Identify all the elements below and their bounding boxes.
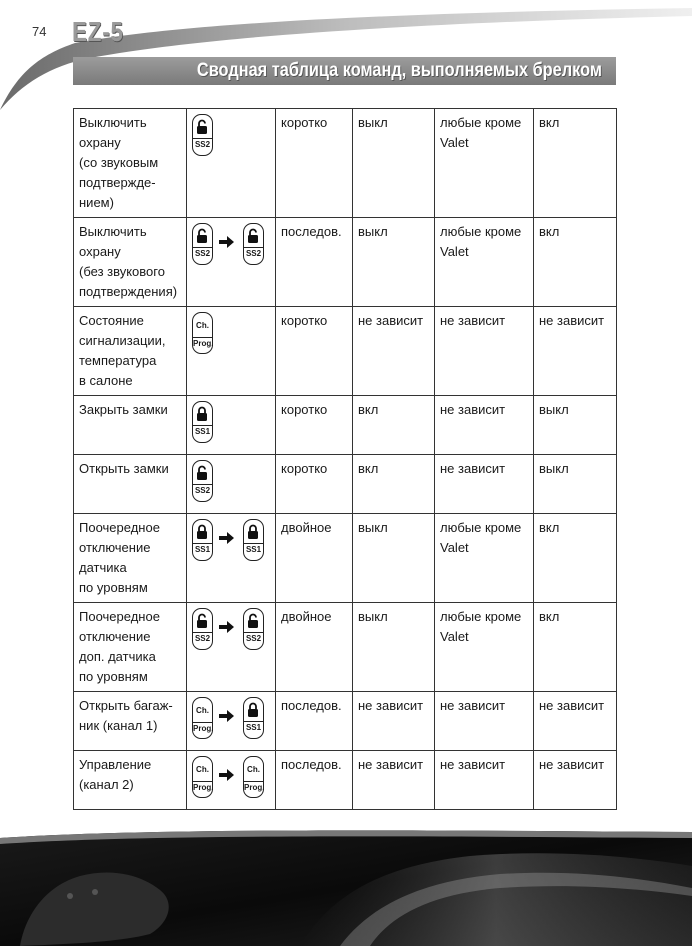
padlock-closed-icon xyxy=(247,524,259,540)
result-state-text: не зависит xyxy=(539,698,605,713)
security-state-cell xyxy=(353,603,435,692)
key-ss2 xyxy=(192,114,213,156)
key-sequence xyxy=(191,458,271,502)
key-icons-cell xyxy=(187,455,276,514)
title-bar xyxy=(73,57,616,85)
press-type-text: коротко xyxy=(281,115,328,130)
key-ch-prog xyxy=(192,312,213,354)
key-ss1 xyxy=(243,519,264,561)
mode-condition-text: не зависит xyxy=(440,698,506,713)
security-state-cell xyxy=(353,396,435,455)
key-ss2 xyxy=(243,608,264,650)
command-name-text: Открыть багаж- ник (канал 1) xyxy=(79,698,173,733)
key-icons-cell xyxy=(187,396,276,455)
security-state-text: не зависит xyxy=(358,698,424,713)
command-name-cell xyxy=(74,455,187,514)
command-name-cell xyxy=(74,109,187,218)
command-name-cell xyxy=(74,218,187,307)
result-state-text: не зависит xyxy=(539,313,605,328)
key-sequence xyxy=(191,399,271,443)
press-type-cell xyxy=(276,307,353,396)
mode-condition-cell xyxy=(435,751,534,810)
padlock-closed-icon xyxy=(247,702,259,718)
command-name-text: Состояние сигнализации, температура в салоне xyxy=(79,313,166,388)
press-type-cell xyxy=(276,514,353,603)
press-type-text: последов. xyxy=(281,224,342,239)
key-top-label: Ch. xyxy=(196,706,209,715)
security-state-cell xyxy=(353,307,435,396)
security-state-text: выкл xyxy=(358,609,388,624)
table-row xyxy=(74,218,617,307)
table-row xyxy=(74,396,617,455)
padlock-open-icon xyxy=(196,119,208,135)
key-ch-prog xyxy=(243,756,264,798)
key-icons-cell xyxy=(187,307,276,396)
key-label: SS2 xyxy=(194,249,211,258)
footer-art-decoration xyxy=(0,826,692,946)
sequence-arrow-icon xyxy=(216,620,236,634)
mode-condition-cell xyxy=(435,396,534,455)
key-icons-cell xyxy=(187,603,276,692)
key-label: Prog. xyxy=(244,783,265,792)
security-state-text: вкл xyxy=(358,461,379,476)
key-label: Prog. xyxy=(193,783,214,792)
press-type-cell xyxy=(276,692,353,751)
key-icons-cell xyxy=(187,692,276,751)
key-label: SS1 xyxy=(194,545,211,554)
key-ss2 xyxy=(192,223,213,265)
press-type-cell xyxy=(276,455,353,514)
press-type-cell xyxy=(276,603,353,692)
commands-table xyxy=(73,108,617,810)
table-row xyxy=(74,692,617,751)
result-state-text: выкл xyxy=(539,402,569,417)
security-state-text: выкл xyxy=(358,115,388,130)
padlock-open-icon xyxy=(196,465,208,481)
security-state-cell xyxy=(353,218,435,307)
table-row xyxy=(74,751,617,810)
key-label: SS1 xyxy=(245,723,262,732)
key-ss1 xyxy=(192,401,213,443)
command-name-text: Управление (канал 2) xyxy=(79,757,152,792)
table-row xyxy=(74,455,617,514)
padlock-open-icon xyxy=(247,613,259,629)
security-state-text: выкл xyxy=(358,520,388,535)
key-sequence xyxy=(191,112,271,156)
command-name-text: Выключить охрану (со звуковым подтвержде- нием) xyxy=(79,115,159,210)
press-type-text: коротко xyxy=(281,402,328,417)
padlock-open-icon xyxy=(196,613,208,629)
press-type-cell xyxy=(276,109,353,218)
security-state-cell xyxy=(353,455,435,514)
command-name-text: Закрыть замки xyxy=(79,402,168,417)
result-state-cell xyxy=(534,603,617,692)
padlock-closed-icon xyxy=(196,406,208,422)
security-state-cell xyxy=(353,751,435,810)
command-name-text: Открыть замки xyxy=(79,461,169,476)
command-name-cell xyxy=(74,603,187,692)
result-state-cell xyxy=(534,396,617,455)
padlock-open-icon xyxy=(196,228,208,244)
mode-condition-cell xyxy=(435,692,534,751)
press-type-cell xyxy=(276,751,353,810)
mode-condition-text: любые кроме Valet xyxy=(440,520,522,555)
mode-condition-cell xyxy=(435,109,534,218)
result-state-cell xyxy=(534,514,617,603)
result-state-cell xyxy=(534,109,617,218)
key-label: Prog. xyxy=(193,339,214,348)
mode-condition-text: любые кроме Valet xyxy=(440,609,522,644)
key-sequence xyxy=(191,310,271,354)
key-sequence xyxy=(191,517,271,561)
result-state-text: вкл xyxy=(539,224,560,239)
press-type-text: коротко xyxy=(281,461,328,476)
key-label: SS2 xyxy=(245,249,262,258)
press-type-text: последов. xyxy=(281,698,342,713)
press-type-text: двойное xyxy=(281,520,332,535)
key-ss1 xyxy=(192,519,213,561)
key-ss1 xyxy=(243,697,264,739)
table-row xyxy=(74,514,617,603)
key-icons-cell xyxy=(187,514,276,603)
result-state-text: вкл xyxy=(539,609,560,624)
command-name-cell xyxy=(74,751,187,810)
key-ss2 xyxy=(243,223,264,265)
key-icons-cell xyxy=(187,218,276,307)
press-type-cell xyxy=(276,218,353,307)
mode-condition-text: не зависит xyxy=(440,402,506,417)
key-ch-prog xyxy=(192,697,213,739)
command-name-cell xyxy=(74,307,187,396)
result-state-text: вкл xyxy=(539,520,560,535)
mode-condition-text: не зависит xyxy=(440,313,506,328)
key-sequence xyxy=(191,695,271,739)
key-ss2 xyxy=(192,460,213,502)
command-name-cell xyxy=(74,396,187,455)
mode-condition-text: любые кроме Valet xyxy=(440,115,522,150)
security-state-cell xyxy=(353,692,435,751)
key-label: SS1 xyxy=(194,427,211,436)
press-type-cell xyxy=(276,396,353,455)
key-icons-cell xyxy=(187,109,276,218)
key-ss2 xyxy=(192,608,213,650)
key-sequence xyxy=(191,606,271,650)
result-state-cell xyxy=(534,307,617,396)
table-row xyxy=(74,307,617,396)
mode-condition-text: любые кроме Valet xyxy=(440,224,522,259)
sequence-arrow-icon xyxy=(216,709,236,723)
security-state-text: не зависит xyxy=(358,313,424,328)
result-state-text: не зависит xyxy=(539,757,605,772)
mode-condition-cell xyxy=(435,514,534,603)
key-label: SS1 xyxy=(245,545,262,554)
padlock-open-icon xyxy=(247,228,259,244)
padlock-closed-icon xyxy=(196,524,208,540)
table-row xyxy=(74,603,617,692)
key-label: SS2 xyxy=(194,486,211,495)
brand-logo: EZ-5 xyxy=(72,16,124,47)
result-state-text: выкл xyxy=(539,461,569,476)
key-ch-prog xyxy=(192,756,213,798)
key-top-label: Ch. xyxy=(196,321,209,330)
result-state-cell xyxy=(534,692,617,751)
commands-table-body xyxy=(74,109,617,810)
command-name-cell xyxy=(74,514,187,603)
key-label: SS2 xyxy=(245,634,262,643)
key-icons-cell xyxy=(187,751,276,810)
result-state-cell xyxy=(534,751,617,810)
key-top-label: Ch. xyxy=(196,765,209,774)
result-state-cell xyxy=(534,218,617,307)
result-state-text: вкл xyxy=(539,115,560,130)
command-name-text: Выключить охрану (без звукового подтверждения) xyxy=(79,224,178,299)
mode-condition-cell xyxy=(435,603,534,692)
result-state-cell xyxy=(534,455,617,514)
security-state-text: не зависит xyxy=(358,757,424,772)
press-type-text: двойное xyxy=(281,609,332,624)
mode-condition-text: не зависит xyxy=(440,461,506,476)
key-label: SS2 xyxy=(194,634,211,643)
sequence-arrow-icon xyxy=(216,768,236,782)
command-name-text: Поочередное отключение доп. датчика по уровням xyxy=(79,609,160,684)
key-top-label: Ch. xyxy=(247,765,260,774)
mode-condition-text: не зависит xyxy=(440,757,506,772)
press-type-text: последов. xyxy=(281,757,342,772)
table-row xyxy=(74,109,617,218)
key-label: Prog. xyxy=(193,724,214,733)
key-label: SS2 xyxy=(194,140,211,149)
security-state-cell xyxy=(353,514,435,603)
page-number: 74 xyxy=(32,24,47,39)
security-state-cell xyxy=(353,109,435,218)
mode-condition-cell xyxy=(435,218,534,307)
key-sequence xyxy=(191,221,271,265)
command-name-text: Поочередное отключение датчика по уровням xyxy=(79,520,160,595)
key-sequence xyxy=(191,754,271,798)
sequence-arrow-icon xyxy=(216,531,236,545)
page-title: Сводная таблица команд, выполняемых брелком xyxy=(196,60,602,81)
security-state-text: выкл xyxy=(358,224,388,239)
sequence-arrow-icon xyxy=(216,235,236,249)
mode-condition-cell xyxy=(435,455,534,514)
mode-condition-cell xyxy=(435,307,534,396)
press-type-text: коротко xyxy=(281,313,328,328)
command-name-cell xyxy=(74,692,187,751)
security-state-text: вкл xyxy=(358,402,379,417)
